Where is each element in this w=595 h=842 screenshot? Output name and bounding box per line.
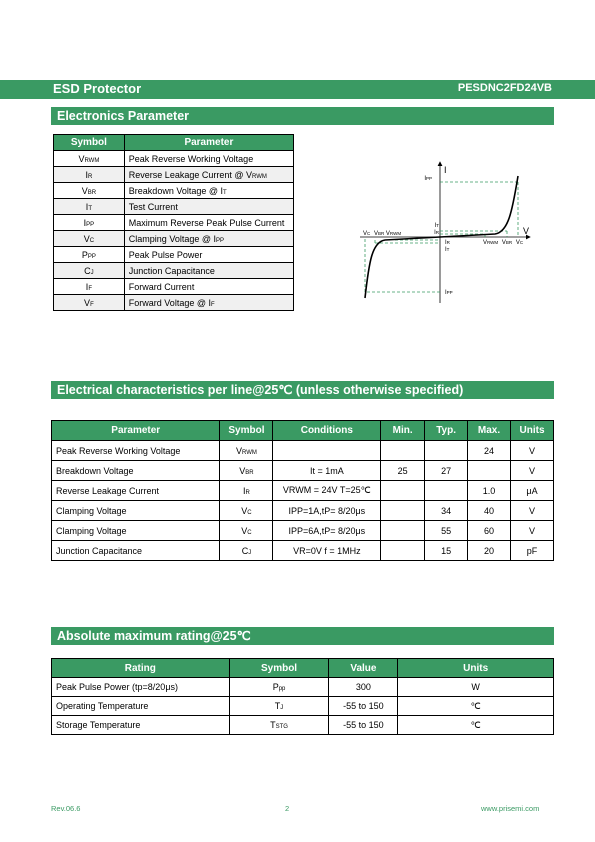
symbol-base: V xyxy=(78,153,85,164)
symbol-cell xyxy=(54,151,125,167)
parameter-table xyxy=(53,134,294,311)
symbol-subscript: PP xyxy=(86,221,95,228)
symbol-cell xyxy=(54,279,125,295)
header-title: ESD Protector xyxy=(53,81,142,96)
col-symbol: Symbol xyxy=(229,659,329,678)
symbol-base: V xyxy=(236,445,243,456)
symbol-base: C xyxy=(241,545,249,556)
value-cell: 300 xyxy=(329,678,398,697)
table-row xyxy=(54,279,294,295)
parameter-cell: Junction Capacitance xyxy=(52,541,220,561)
parameter-text: Test Current xyxy=(128,201,178,212)
typ-cell xyxy=(425,481,468,501)
max-cell xyxy=(468,461,511,481)
iv-characteristic-diagram xyxy=(355,158,535,308)
conditions-cell: It = 1mA xyxy=(273,461,381,481)
symbol-subscript: BR xyxy=(245,469,254,476)
symbol-base: I xyxy=(243,485,246,496)
table-row xyxy=(54,151,294,167)
parameter-cell xyxy=(124,199,293,215)
units-cell: μA xyxy=(511,481,554,501)
typ-cell: 55 xyxy=(425,521,468,541)
axis-i-label: I xyxy=(444,165,447,175)
min-cell xyxy=(381,501,425,521)
table-row xyxy=(54,295,294,311)
min-cell xyxy=(381,481,425,501)
symbol-base: V xyxy=(241,525,248,536)
parameter-cell xyxy=(124,279,293,295)
symbol-subscript: pp xyxy=(278,686,286,692)
table-row xyxy=(54,231,294,247)
svg-text:IR: IR xyxy=(434,230,439,236)
units-cell: pF xyxy=(511,541,554,561)
parameter-text: Peak Reverse Working Voltage xyxy=(128,153,254,164)
symbol-base: I xyxy=(83,217,87,228)
conditions-cell: IPP=6A,tP= 8/20μs xyxy=(273,521,381,541)
symbol-subscript: F xyxy=(88,285,92,292)
symbol-cell xyxy=(54,183,125,199)
svg-text:IR: IR xyxy=(445,240,450,246)
parameter-cell xyxy=(124,263,293,279)
units-cell: ℃ xyxy=(398,697,554,716)
symbol-cell xyxy=(229,678,329,697)
symbol-base: V xyxy=(81,185,88,196)
value-cell: -55 to 150 xyxy=(329,697,398,716)
symbol-subscript: J xyxy=(90,269,94,276)
table-row xyxy=(52,521,554,541)
table-row xyxy=(54,263,294,279)
table-row xyxy=(52,501,554,521)
parameter-subscript: T xyxy=(223,189,227,196)
parameter-text: Forward Voltage @ I xyxy=(128,297,211,308)
symbol-cell xyxy=(229,716,329,735)
symbol-cell xyxy=(220,481,273,501)
table-row xyxy=(54,167,294,183)
table-row xyxy=(54,215,294,231)
svg-text:IPP: IPP xyxy=(445,290,453,296)
parameter-text: Junction Capacitance xyxy=(128,265,215,276)
parameter-cell xyxy=(124,151,293,167)
symbol-base: I xyxy=(85,169,88,180)
symbol-base: V xyxy=(241,505,248,516)
symbol-base: T xyxy=(274,701,281,711)
part-number: PESDNC2FD24VB xyxy=(457,82,552,94)
symbol-subscript: STG xyxy=(275,724,288,730)
footer-page-number: 2 xyxy=(285,804,290,813)
symbol-base: V xyxy=(83,233,90,244)
units-cell: V xyxy=(511,441,554,461)
col-min: Min. xyxy=(381,421,425,441)
parameter-text: Reverse Leakage Current @ V xyxy=(128,169,252,180)
symbol-base: I xyxy=(85,201,89,212)
svg-text:IPP: IPP xyxy=(424,176,432,182)
table-row xyxy=(52,461,554,481)
table-row xyxy=(52,541,554,561)
max-cell: 20 xyxy=(468,541,511,561)
table-row xyxy=(54,199,294,215)
left-voltage-labels: VC VBR VRWM xyxy=(363,231,402,237)
max-cell: 40 xyxy=(468,501,511,521)
parameter-cell: Breakdown Voltage xyxy=(52,461,220,481)
table-row xyxy=(54,183,294,199)
max-cell: 1.0 xyxy=(468,481,511,501)
symbol-subscript: J xyxy=(248,549,252,556)
min-cell xyxy=(381,521,425,541)
parameter-subscript: PP xyxy=(215,237,224,244)
symbol-subscript: F xyxy=(90,301,94,308)
parameter-subscript: F xyxy=(210,301,215,308)
col-value: Value xyxy=(329,659,398,678)
symbol-subscript: T xyxy=(88,205,92,212)
symbol-cell xyxy=(220,541,273,561)
col-parameter: Parameter xyxy=(124,135,293,151)
col-max: Max. xyxy=(468,421,511,441)
max-cell: 24 xyxy=(468,441,511,461)
min-cell: 25 xyxy=(381,461,425,481)
symbol-subscript: RWM xyxy=(242,449,257,456)
axis-v-label: V xyxy=(523,226,530,236)
parameter-cell: Peak Reverse Working Voltage xyxy=(52,441,220,461)
conditions-cell xyxy=(273,441,381,461)
col-conditions: Conditions xyxy=(273,421,381,441)
units-cell: V xyxy=(511,461,554,481)
symbol-base: P xyxy=(81,249,88,260)
parameter-text: Maximum Reverse Peak Pulse Current xyxy=(128,217,285,228)
symbol-base: T xyxy=(270,720,276,730)
col-units: Units xyxy=(398,659,554,678)
header-bar xyxy=(0,80,595,99)
rating-cell: Operating Temperature xyxy=(52,697,230,716)
symbol-subscript: R xyxy=(87,173,93,180)
symbol-base: C xyxy=(84,265,91,276)
symbol-cell xyxy=(54,167,125,183)
svg-text:IT: IT xyxy=(434,223,439,229)
rating-cell: Storage Temperature xyxy=(52,716,230,735)
symbol-cell xyxy=(220,501,273,521)
table-row xyxy=(52,441,554,461)
symbol-base: P xyxy=(272,682,279,692)
col-symbol: Symbol xyxy=(220,421,273,441)
parameter-cell: Reverse Leakage Current xyxy=(52,481,220,501)
col-symbol: Symbol xyxy=(54,135,125,151)
parameter-text: Breakdown Voltage @ I xyxy=(128,185,223,196)
svg-text:IT: IT xyxy=(445,247,450,253)
symbol-cell xyxy=(220,461,273,481)
conditions-cell: IPP=1A,tP= 8/20μs xyxy=(273,501,381,521)
col-parameter: Parameter xyxy=(52,421,220,441)
parameter-text: Clamping Voltage @ I xyxy=(128,233,216,244)
absolute-maximum-table xyxy=(51,658,554,735)
parameter-cell xyxy=(124,183,293,199)
units-cell: V xyxy=(511,501,554,521)
min-cell xyxy=(381,541,425,561)
symbol-subscript: BR xyxy=(87,189,97,196)
symbol-cell xyxy=(54,295,125,311)
symbol-subscript: C xyxy=(89,237,95,244)
symbol-subscript: C xyxy=(247,529,252,536)
typ-cell: 34 xyxy=(425,501,468,521)
conditions-cell: VRWM = 24V T=25℃ xyxy=(273,481,381,501)
table-row xyxy=(52,697,554,716)
symbol-cell xyxy=(54,231,125,247)
table-row xyxy=(54,247,294,263)
parameter-text: Peak Pulse Power xyxy=(128,249,203,260)
typ-cell xyxy=(425,441,468,461)
symbol-subscript: J xyxy=(280,705,284,711)
section-electronics-parameter: Electronics Parameter xyxy=(51,107,554,125)
parameter-cell xyxy=(124,295,293,311)
section-electrical-characteristics: Electrical characteristics per line@25℃ (unless otherwise specified) xyxy=(51,381,554,399)
footer-url[interactable]: www.prisemi.com xyxy=(481,804,540,813)
symbol-cell xyxy=(54,247,125,263)
symbol-subscript: R xyxy=(245,489,250,496)
symbol-subscript: C xyxy=(247,509,252,516)
symbol-subscript: RWM xyxy=(84,157,100,164)
max-cell: 60 xyxy=(468,521,511,541)
table-row xyxy=(52,716,554,735)
table-row xyxy=(52,678,554,697)
parameter-cell xyxy=(124,215,293,231)
parameter-cell xyxy=(124,231,293,247)
symbol-subscript: PP xyxy=(87,253,96,260)
typ-cell: 27 xyxy=(425,461,468,481)
parameter-cell xyxy=(124,167,293,183)
units-cell: ℃ xyxy=(398,716,554,735)
col-typ: Typ. xyxy=(425,421,468,441)
right-voltage-labels: VRWM VBR VC xyxy=(483,240,524,246)
symbol-base: V xyxy=(239,465,246,476)
electrical-characteristics-table xyxy=(51,420,554,561)
symbol-base: I xyxy=(85,281,89,292)
footer-revision: Rev.06.6 xyxy=(51,804,81,813)
col-units: Units xyxy=(511,421,554,441)
rating-cell: Peak Pulse Power (tp=8/20μs) xyxy=(52,678,230,697)
parameter-cell xyxy=(124,247,293,263)
units-cell: W xyxy=(398,678,554,697)
conditions-cell: VR=0V f = 1MHz xyxy=(273,541,381,561)
symbol-cell xyxy=(54,199,125,215)
parameter-cell: Clamping Voltage xyxy=(52,521,220,541)
table-row xyxy=(52,481,554,501)
value-cell: -55 to 150 xyxy=(329,716,398,735)
parameter-cell: Clamping Voltage xyxy=(52,501,220,521)
min-cell xyxy=(381,441,425,461)
symbol-cell xyxy=(54,263,125,279)
symbol-cell xyxy=(220,521,273,541)
parameter-subscript: RWM xyxy=(252,173,267,180)
col-rating: Rating xyxy=(52,659,230,678)
parameter-text: Forward Current xyxy=(128,281,195,292)
section-absolute-maximum-rating: Absolute maximum rating@25℃ xyxy=(51,627,554,645)
typ-cell: 15 xyxy=(425,541,468,561)
symbol-cell xyxy=(220,441,273,461)
symbol-cell xyxy=(229,697,329,716)
symbol-base: V xyxy=(84,297,91,308)
units-cell: V xyxy=(511,521,554,541)
symbol-cell xyxy=(54,215,125,231)
